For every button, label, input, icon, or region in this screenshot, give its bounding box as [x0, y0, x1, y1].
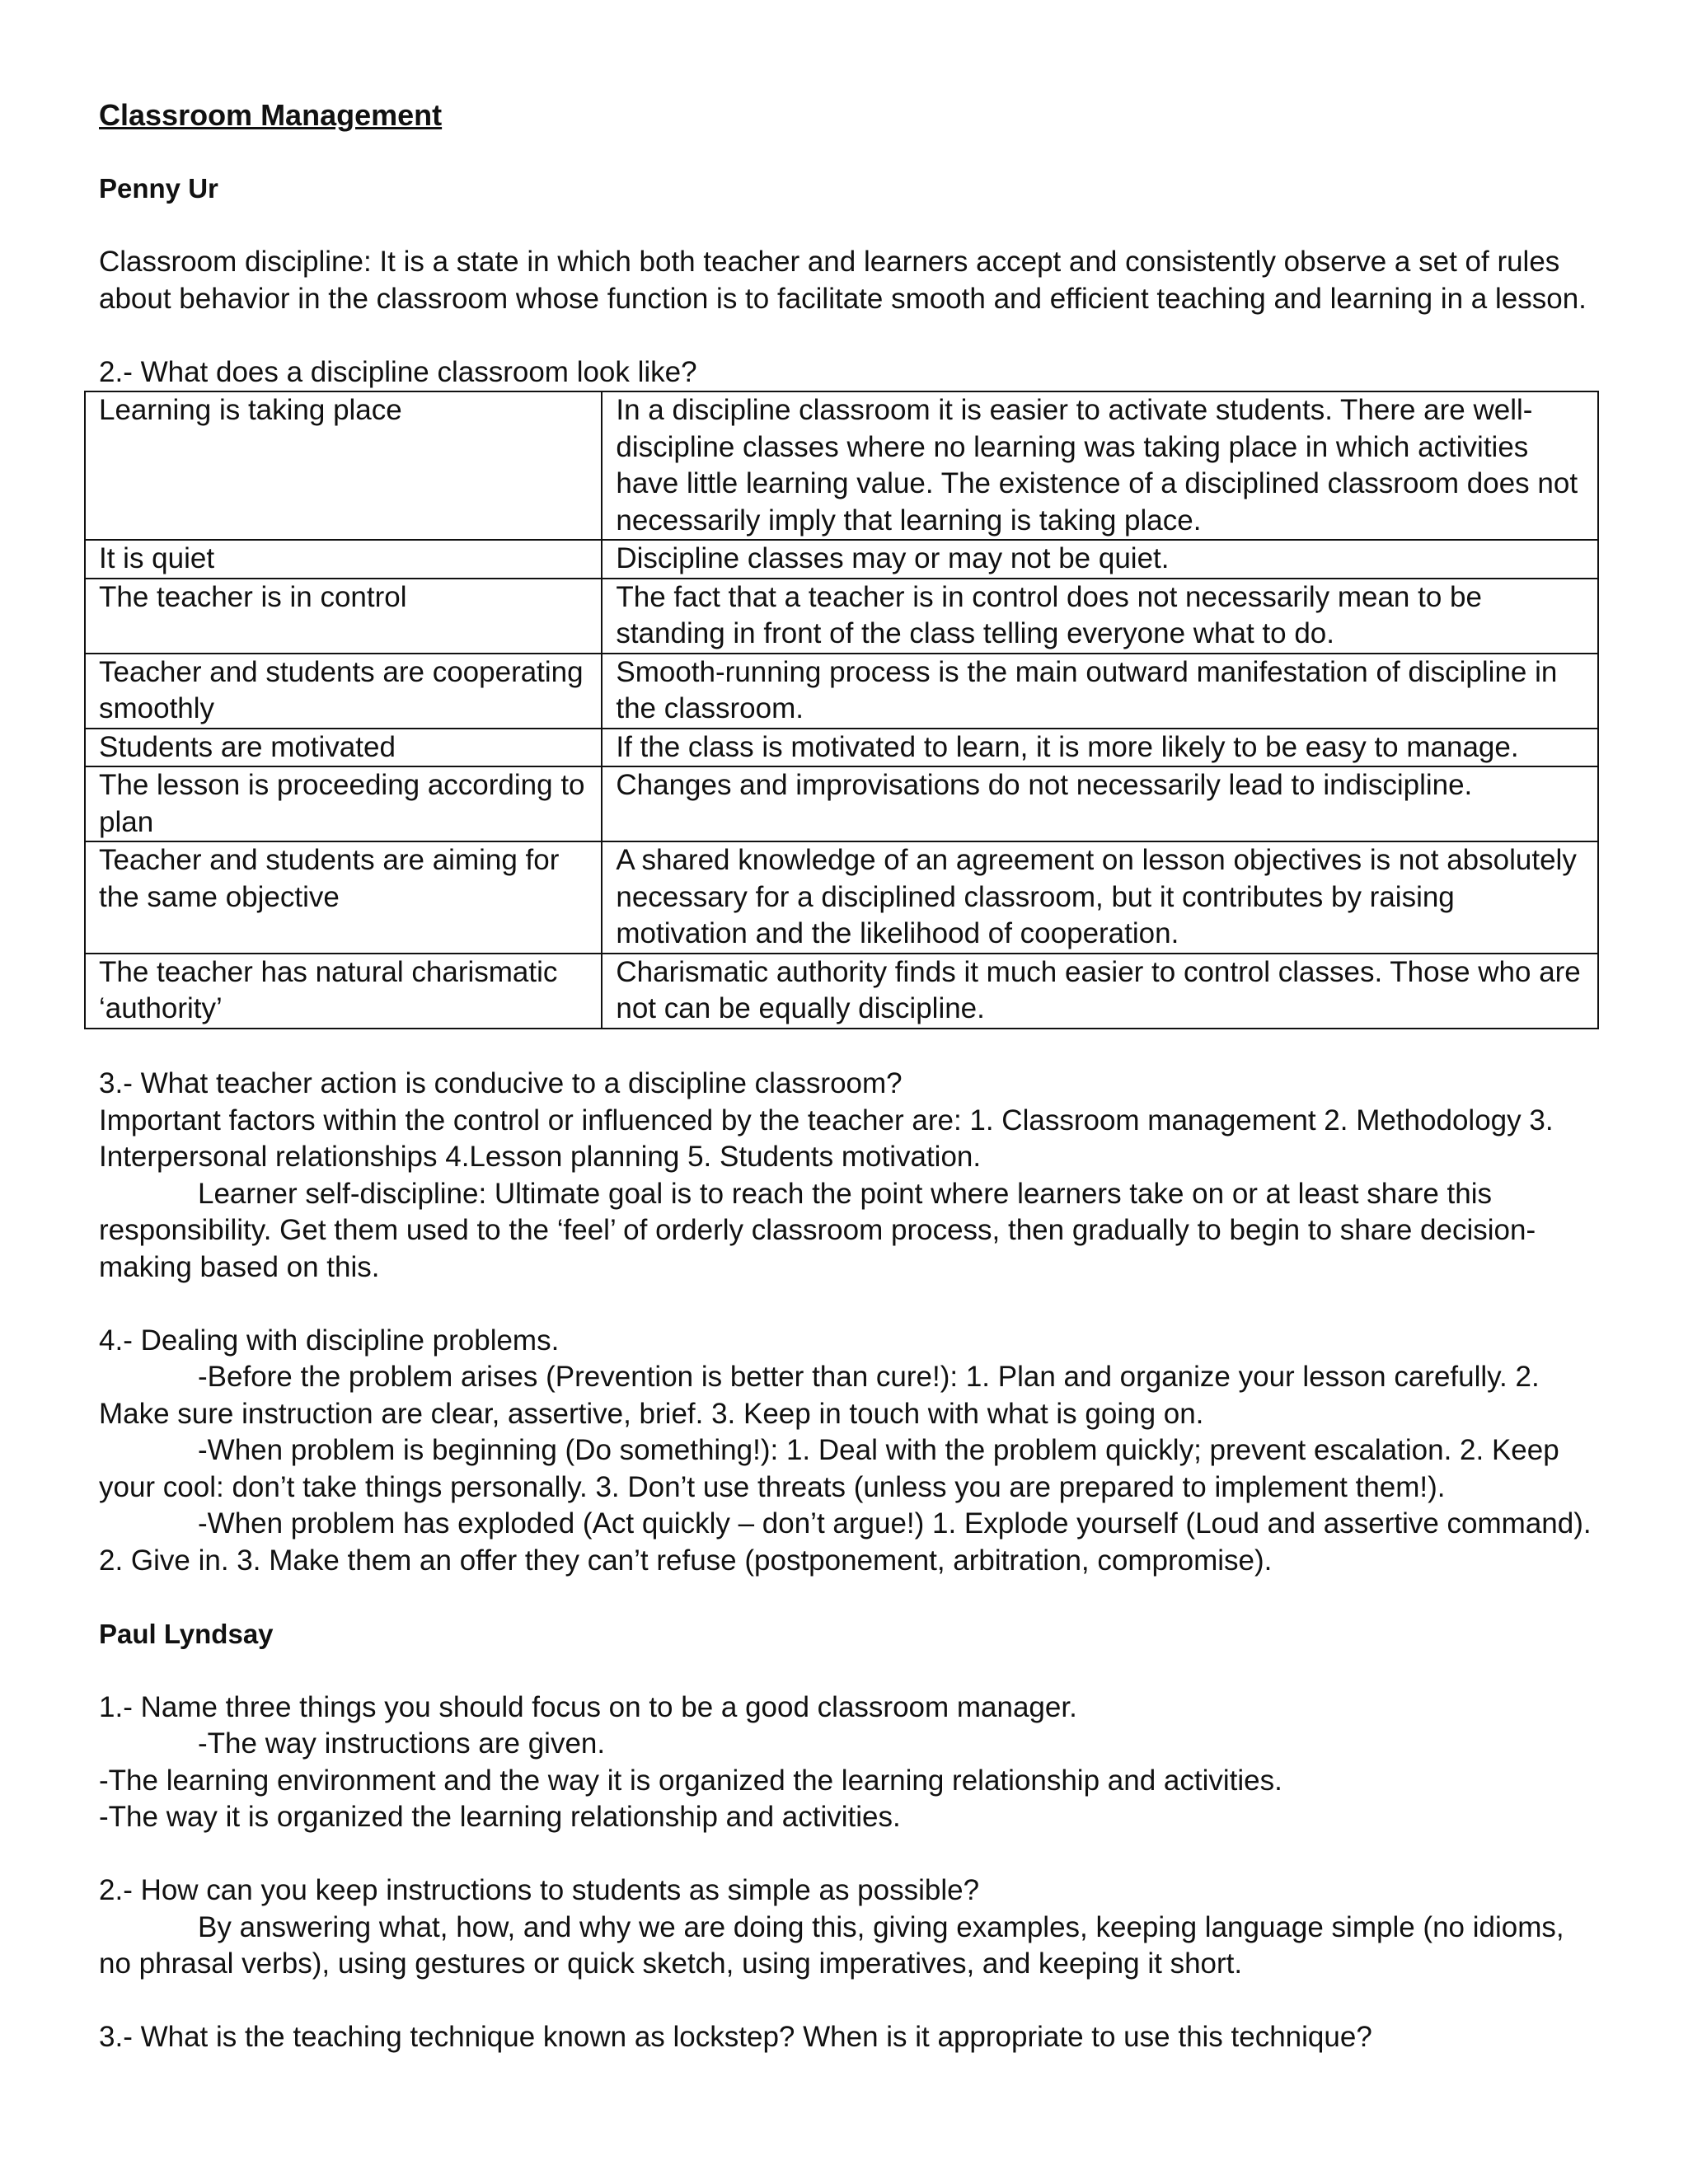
spacer [99, 317, 1599, 354]
spacer [99, 1286, 1599, 1323]
discipline-definition: Classroom discipline: It is a state in which both teacher and learners accept and consistently observe a set of rules about behavior in the classroom whose function is to facilitate smooth and efficient teaching and learning in a lesson. [99, 246, 1587, 315]
table-row [85, 766, 1598, 841]
table-row [85, 729, 1598, 767]
table-cell-characteristic: The teacher has natural charismatic ‘authority’ [85, 954, 602, 1029]
table-row [85, 654, 1598, 729]
question-4-before: -Before the problem arises (Prevention is better than cure!): 1. Plan and organize your lesson carefully. 2. Make sure instruction are clear, assertive, brief. 3. Keep in touch with what is going on. [99, 1361, 1540, 1430]
table-cell-comment: The fact that a teacher is in control does not necessarily mean to be standing in front of the class telling everyone what to do. [602, 579, 1598, 654]
table-cell-comment: Charismatic authority finds it much easier to control classes. Those who are not can be equally discipline. [602, 954, 1598, 1029]
lyndsay-question-1: 1.- Name three things you should focus on to be a good classroom manager. [99, 1690, 1077, 1723]
table-row [85, 841, 1598, 954]
lyndsay-question-2: 2.- How can you keep instructions to students as simple as possible? [99, 1874, 980, 1906]
question-3-self-discipline: Learner self-discipline: Ultimate goal is to reach the point where learners take on or at least share this responsibility. Get them used to the ‘feel’ of orderly classroom process, then gradually to begin to share decision-making based on this. [99, 1177, 1536, 1283]
lyndsay-question-1-answer-b: -The learning environment and the way it is organized the learning relationship and activities. [99, 1764, 1282, 1797]
spacer [99, 1983, 1599, 2020]
lyndsay-question-1-answer-a: -The way instructions are given. [198, 1727, 606, 1760]
spacer [99, 1652, 1599, 1690]
table-row [85, 540, 1598, 579]
document-page [99, 97, 1599, 2056]
table-row [85, 391, 1598, 540]
table-cell-comment: Discipline classes may or may not be quiet. [602, 540, 1598, 579]
spacer [99, 1836, 1599, 1873]
question-3-factors: Important factors within the control or influenced by the teacher are: 1. Classroom management 2. Methodology 3. Interpersonal relationships 4.Lesson planning 5. Students motivation. [99, 1104, 1554, 1173]
table-cell-comment: In a discipline classroom it is easier to activate students. There are well-discipline classes where no learning was taking place in which activities have little learning value. The existence of a disciplined classroom does not necessarily imply that learning is taking place. [602, 391, 1598, 540]
table-cell-comment: Changes and improvisations do not necessarily lead to indiscipline. [602, 766, 1598, 841]
table-cell-characteristic: Learning is taking place [85, 391, 602, 540]
author-heading-paul-lyndsay: Paul Lyndsay [99, 1618, 274, 1649]
table-cell-comment: A shared knowledge of an agreement on lesson objectives is not absolutely necessary for a disciplined classroom, but it contributes by raising motivation and the likelihood of cooperation. [602, 841, 1598, 954]
lyndsay-question-1-answer-c: -The way it is organized the learning relationship and activities. [99, 1801, 901, 1833]
spacer [99, 1579, 1599, 1616]
table-cell-characteristic: Teacher and students are cooperating smoothly [85, 654, 602, 729]
spacer [99, 208, 1599, 245]
question-4-exploded: -When problem has exploded (Act quickly – don’t argue!) 1. Explode yourself (Loud and assertive command). 2. Give in. 3. Make them an offer they can’t refuse (postponement, arbitration, compromise). [99, 1507, 1592, 1577]
table-cell-characteristic: The teacher is in control [85, 579, 602, 654]
question-4-beginning: -When problem is beginning (Do something!): 1. Deal with the problem quickly; prevent escalation. 2. Keep your cool: don’t take things personally. 3. Don’t use threats (unless you are prepared to implement them!). [99, 1434, 1559, 1503]
table-row [85, 954, 1598, 1029]
table-cell-comment: Smooth-running process is the main outward manifestation of discipline in the classroom. [602, 654, 1598, 729]
table-cell-characteristic: It is quiet [85, 540, 602, 579]
discipline-table [84, 391, 1599, 1029]
document-title: Classroom Management [99, 98, 443, 132]
table-cell-comment: If the class is motivated to learn, it is more likely to be easy to manage. [602, 729, 1598, 767]
table-cell-characteristic: Teacher and students are aiming for the same objective [85, 841, 602, 954]
question-3-heading: 3.- What teacher action is conducive to a discipline classroom? [99, 1067, 903, 1099]
lyndsay-question-3: 3.- What is the teaching technique known as lockstep? When is it appropriate to use this technique? [99, 2021, 1372, 2053]
spacer [99, 134, 1599, 171]
author-heading-penny-ur: Penny Ur [99, 173, 218, 204]
table-row [85, 579, 1598, 654]
question-2-heading: 2.- What does a discipline classroom look like? [99, 355, 697, 388]
table-cell-characteristic: Students are motivated [85, 729, 602, 767]
spacer [99, 1029, 1599, 1066]
question-4-heading: 4.- Dealing with discipline problems. [99, 1324, 560, 1357]
table-cell-characteristic: The lesson is proceeding according to plan [85, 766, 602, 841]
lyndsay-question-2-answer: By answering what, how, and why we are doing this, giving examples, keeping language simple (no idioms, no phrasal verbs), using gestures or quick sketch, using imperatives, and keeping it short. [99, 1910, 1564, 1980]
